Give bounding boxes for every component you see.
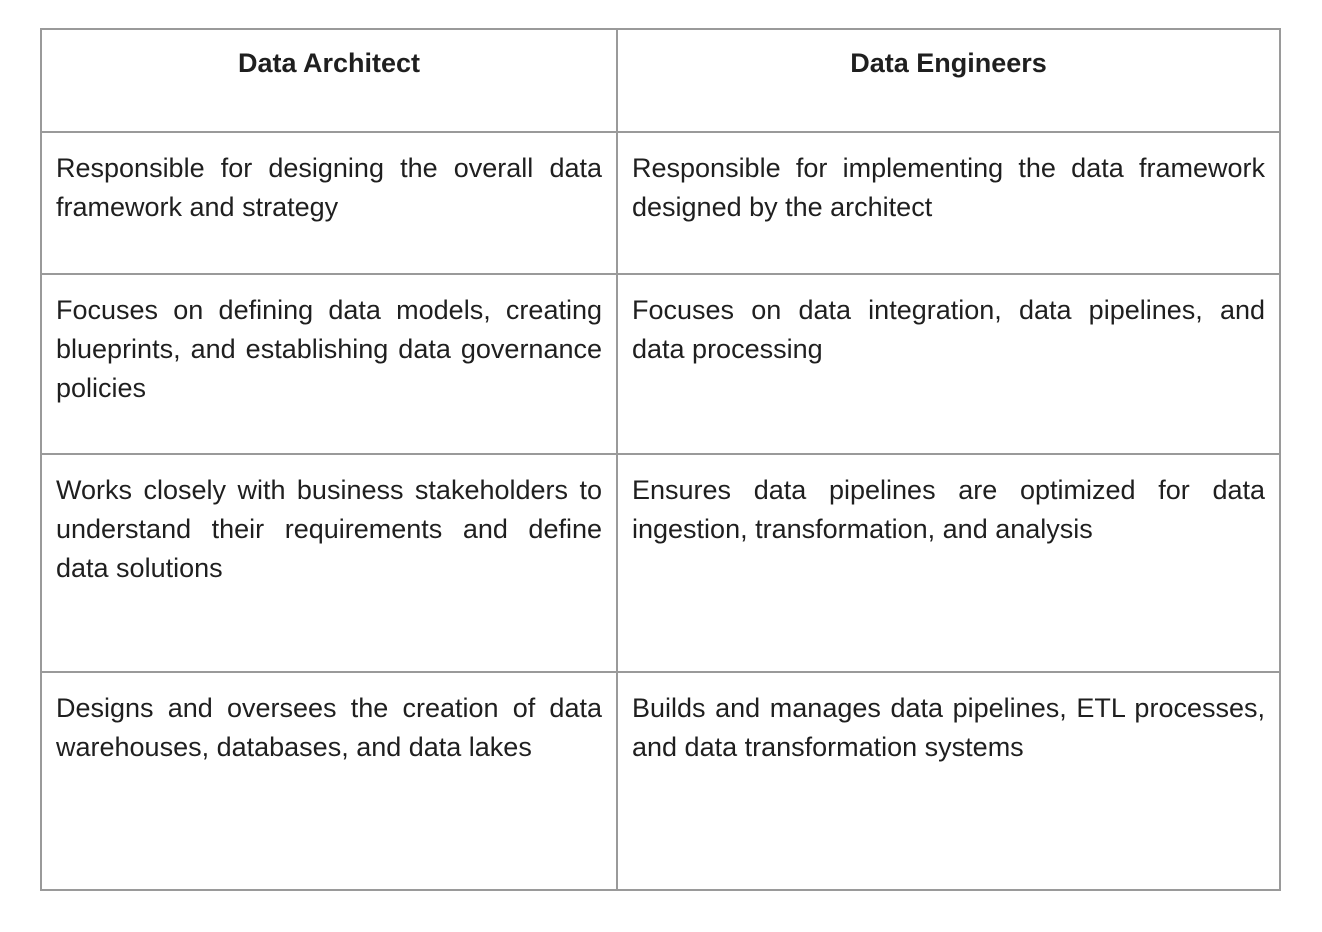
header-data-engineers: Data Engineers <box>617 29 1280 132</box>
comparison-table <box>40 28 1281 891</box>
architect-cell: Works closely with business stakeholders to understand their requirements and define data solutions <box>41 454 617 672</box>
engineer-cell: Builds and manages data pipelines, ETL processes, and data transformation systems <box>617 672 1280 890</box>
table-row <box>41 132 1280 274</box>
architect-cell: Designs and oversees the creation of data warehouses, databases, and data lakes <box>41 672 617 890</box>
header-data-architect: Data Architect <box>41 29 617 132</box>
engineer-cell: Ensures data pipelines are optimized for data ingestion, transformation, and analysis <box>617 454 1280 672</box>
table-row <box>41 454 1280 672</box>
table-row <box>41 672 1280 890</box>
architect-cell: Responsible for designing the overall data framework and strategy <box>41 132 617 274</box>
engineer-cell: Responsible for implementing the data framework designed by the architect <box>617 132 1280 274</box>
table-row <box>41 274 1280 454</box>
architect-cell: Focuses on defining data models, creating blueprints, and establishing data governance policies <box>41 274 617 454</box>
engineer-cell: Focuses on data integration, data pipelines, and data processing <box>617 274 1280 454</box>
header-row <box>41 29 1280 132</box>
